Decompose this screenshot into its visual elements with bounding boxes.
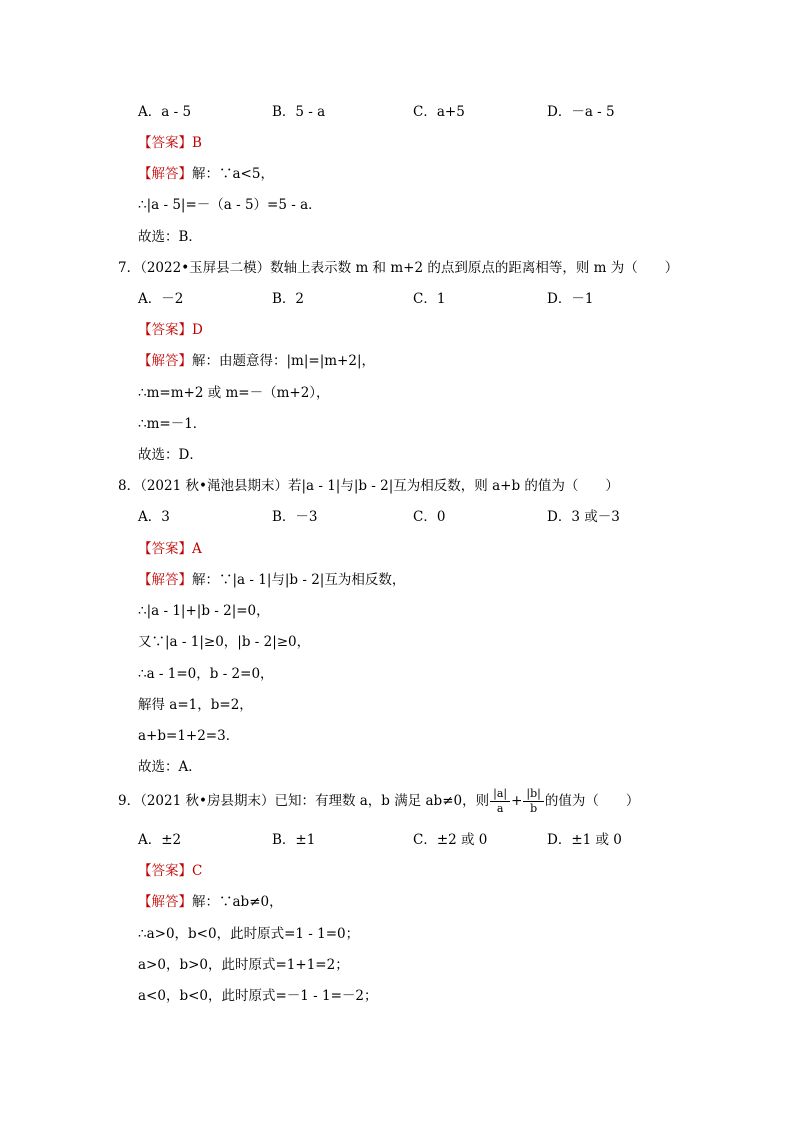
solution-tag: 【解答】 [138, 572, 192, 588]
answer-value: A [192, 541, 202, 557]
fraction-numerator: |a| [490, 787, 510, 802]
q8-option-b: B．－3 [272, 509, 318, 525]
q8-stem: 8．（2021 秋•渑池县期末）若|a - 1|与|b - 2|互为相反数，则 a+b 的值为（ ） [118, 478, 619, 494]
q8-option-d: D．3 或－3 [547, 509, 620, 525]
q9-solution-line-1 [138, 892, 283, 912]
fraction-denominator: a [496, 802, 504, 815]
answer-value: D [192, 322, 203, 338]
q9-option-d: D．±1 或 0 [547, 832, 622, 848]
q9-answer [138, 861, 202, 881]
answer-tag: 【答案】 [138, 322, 192, 338]
q8-answer [138, 539, 202, 559]
q7-solution-line-3: ∴m=－1． [138, 416, 207, 432]
q7-option-a: A．－2 [138, 291, 184, 307]
q8-solution-line-2: ∴|a - 1|+|b - 2|=0， [138, 603, 270, 619]
q9-solution-line-2: ∴a>0，b<0，此时原式=1 - 1=0； [138, 926, 360, 942]
q8-solution-line-6: a+b=1+2=3． [138, 728, 240, 744]
q8-solution-line-1 [138, 570, 405, 590]
q9-fraction-2 [523, 787, 543, 816]
q7-answer [138, 320, 203, 340]
q9-stem-prefix: 9．（2021 秋•房县期末）已知：有理数 a，b 满足 ab≠0，则 [118, 793, 490, 809]
solution-text: 解：∵ab≠0， [192, 894, 283, 910]
q6-option-b: B．5 - a [272, 104, 326, 120]
solution-tag: 【解答】 [138, 353, 192, 369]
q9-fraction-1 [490, 787, 510, 816]
answer-value: C [192, 863, 203, 879]
answer-tag: 【答案】 [138, 541, 192, 557]
q7-stem: 7．（2022•玉屏县二模）数轴上表示数 m 和 m+2 的点到原点的距离相等，则 m 为（ ） [118, 260, 679, 276]
answer-value: B [192, 135, 202, 151]
q8-option-a: A．3 [138, 509, 170, 525]
q9-stem [118, 784, 639, 818]
q9-option-b: B．±1 [272, 832, 316, 848]
q7-option-d: D．－1 [547, 291, 594, 307]
q7-solution-line-2: ∴m=m+2 或 m=－（m+2）， [138, 385, 330, 401]
solution-tag: 【解答】 [138, 894, 192, 910]
fraction-denominator: b [530, 802, 538, 815]
plus-sign: + [511, 793, 523, 809]
q6-answer [138, 133, 202, 153]
q8-solution-line-7: 故选：A． [138, 759, 202, 775]
q9-solution-line-4: a<0，b<0，此时原式=－1 - 1=－2； [138, 988, 378, 1004]
q7-solution-line-4: 故选：D． [138, 447, 203, 463]
q9-stem-suffix: 的值为（ ） [544, 793, 640, 809]
q8-solution-line-4: ∴a - 1=0，b - 2=0， [138, 666, 274, 682]
fraction-numerator: |b| [523, 787, 543, 802]
q8-solution-line-3: 又∵|a - 1|≥0，|b - 2|≥0， [138, 634, 311, 650]
q7-option-b: B．2 [272, 291, 305, 307]
solution-text: 解：∵a<5， [192, 166, 274, 182]
q6-option-d: D．－a - 5 [547, 104, 615, 120]
answer-tag: 【答案】 [138, 135, 192, 151]
q6-solution-line-3: 故选：B． [138, 229, 202, 245]
q6-option-c: C．a+5 [413, 104, 465, 120]
q8-solution-line-5: 解得 a=1，b=2， [138, 697, 253, 713]
solution-text: 解：由题意得：|m|=|m+2|， [192, 353, 376, 369]
q9-solution-line-3: a>0，b>0，此时原式=1+1=2； [138, 957, 349, 973]
q6-option-a: A．a - 5 [138, 104, 192, 120]
solution-tag: 【解答】 [138, 166, 192, 182]
q6-solution-line-2: ∴|a - 5|=－（a - 5）=5 - a． [138, 197, 322, 213]
q8-option-c: C．0 [413, 509, 446, 525]
q9-option-c: C．±2 或 0 [413, 832, 488, 848]
answer-tag: 【答案】 [138, 863, 192, 879]
solution-text: 解：∵|a - 1|与|b - 2|互为相反数， [192, 572, 406, 588]
q7-option-c: C．1 [413, 291, 446, 307]
q6-solution-line-1 [138, 164, 274, 184]
q7-solution-line-1 [138, 351, 375, 371]
q9-option-a: A．±2 [138, 832, 182, 848]
